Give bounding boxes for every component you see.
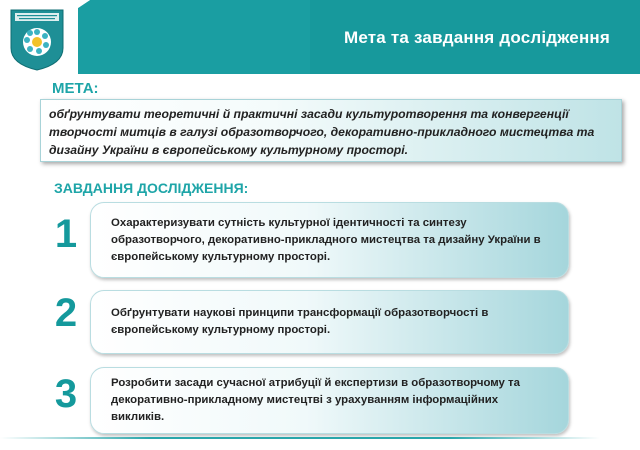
goal-box xyxy=(40,99,622,162)
university-crest-icon xyxy=(9,8,65,72)
task-text-2: Обґрунтувати наукові принципи трансформації образотворчості в європейському культурному просторі. xyxy=(111,307,489,336)
task-text-1: Охарактеризувати сутність культурної ідентичності та синтезу образотворчого, декоративно-прикладного мистецтва та дизайну України в європейському культурному просторі. xyxy=(111,216,541,263)
task-card-2 xyxy=(90,290,569,354)
task-number-1: 1 xyxy=(54,212,78,256)
task-text-3: Розробити засади сучасної атрибуції й експертизи в образотворчому та декоративно-прикладному мистецтві з урахуванням інформаційних викликів. xyxy=(111,377,520,423)
goal-label: МЕТА: xyxy=(52,80,99,97)
goal-text: обґрунтувати теоретичні й практичні засади культуротворення та конвергенції творчості митців в галузі образотворчого, декоративно-прикладного мистецтва та дизайну України в європейському культурному просторі. xyxy=(49,107,595,157)
task-card-3 xyxy=(90,367,569,434)
page-title: Мета та завдання дослідження xyxy=(343,28,610,47)
task-number-3: 3 xyxy=(54,372,78,416)
bottom-divider xyxy=(0,437,600,439)
task-card-1 xyxy=(90,202,569,278)
task-number-2: 2 xyxy=(54,291,78,335)
tasks-label: ЗАВДАННЯ ДОСЛІДЖЕННЯ: xyxy=(54,180,249,196)
header-bar xyxy=(0,0,640,74)
